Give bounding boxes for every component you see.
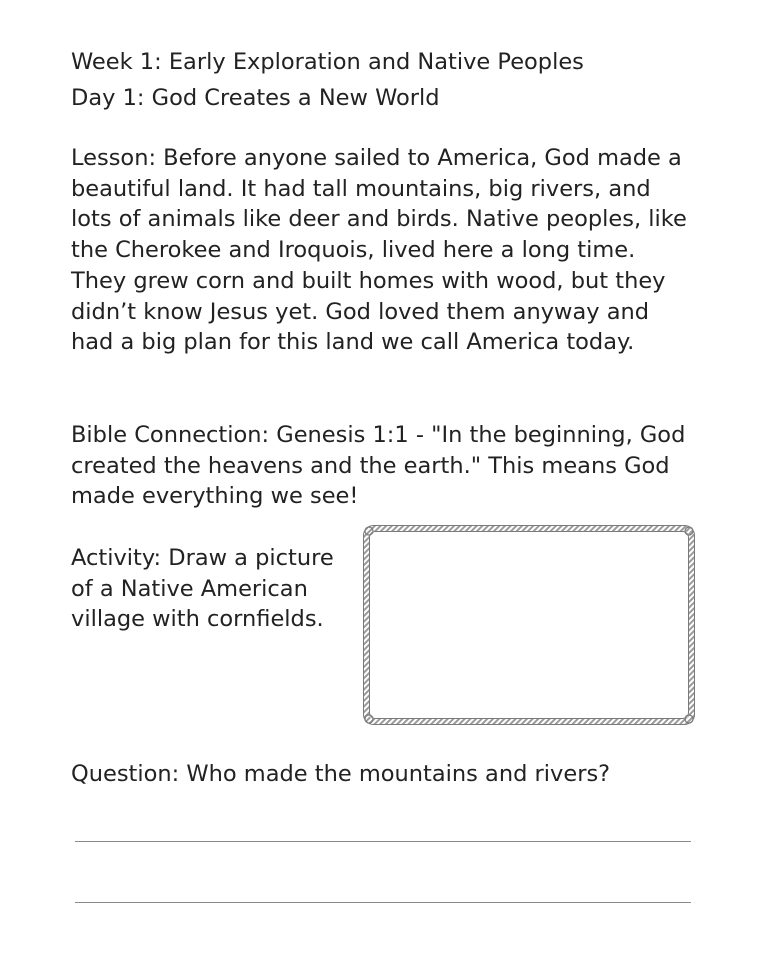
week-title: Week 1: Early Exploration and Native Peoples [71,49,584,75]
lesson-paragraph: Lesson: Before anyone sailed to America, God made a beautiful land. It had tall mountains, big rivers, and lots of animals like deer and birds. Native peoples, like the Cherokee and Iroquois, lived here a long time. They grew corn and built homes with wood, but they didn’t know Jesus yet. God loved them anyway and had a big plan for this land we call America today. [71,145,687,356]
bible-connection-paragraph: Bible Connection: Genesis 1:1 - "In the beginning, God created the heavens and the earth." This means God made everything we see! [71,422,686,510]
answer-line-2[interactable] [75,902,691,903]
question-text: Question: Who made the mountains and rivers? [71,761,611,787]
drawing-box[interactable] [363,525,695,725]
activity-instructions: Activity: Draw a picture of a Native American village with cornfields. [71,545,334,633]
answer-line-1[interactable] [75,841,691,842]
rope-border-decoration [363,525,695,725]
worksheet-header [71,44,701,116]
day-title: Day 1: God Creates a New World [71,85,440,111]
